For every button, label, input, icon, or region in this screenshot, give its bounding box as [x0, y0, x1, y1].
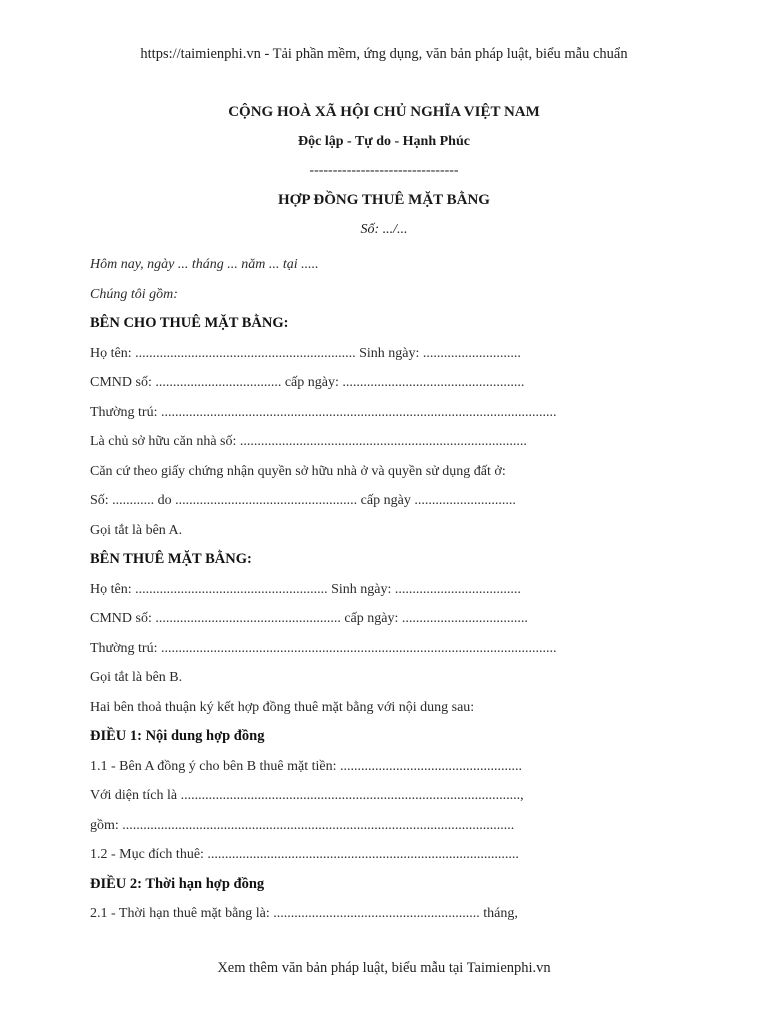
- lessor-heading: BÊN CHO THUÊ MẶT BẰNG:: [90, 315, 289, 331]
- contract-title: HỢP ĐỒNG THUÊ MẶT BẰNG: [278, 192, 490, 208]
- party-a-alias: Gọi tắt là bên A.: [90, 522, 183, 538]
- agreement-intro: Hai bên thoả thuận ký kết hợp đồng thuê mặt bằng với nội dung sau:: [90, 699, 475, 715]
- national-title: CỘNG HOÀ XÃ HỘI CHỦ NGHĨA VIỆT NAM: [228, 104, 540, 120]
- lessee-residence-line: Thường trú: .................................................................................................................: [90, 640, 557, 656]
- site-footer-link[interactable]: Xem thêm văn bản pháp luật, biểu mẫu tại Taimienphi.vn: [217, 960, 551, 976]
- lessee-name-line: Họ tên: ....................................................... Sinh ngày: ....................................: [90, 581, 521, 597]
- title-separator: --------------------------------: [309, 163, 459, 178]
- lessor-owner-line: Là chủ sở hữu căn nhà số: ..................................................................................: [90, 434, 527, 449]
- article-2-heading: ĐIỀU 2: Thời hạn hợp đồng: [90, 875, 265, 892]
- lessor-name-line: Họ tên: ............................................................... Sinh ngày: ............................: [90, 345, 521, 361]
- lessee-heading: BÊN THUÊ MẶT BẰNG:: [90, 551, 252, 567]
- contract-body: [90, 250, 560, 929]
- site-header-link[interactable]: https://taimienphi.vn - Tải phần mềm, ứng dụng, văn bản pháp luật, biểu mẫu chuẩn: [140, 46, 628, 62]
- lessor-id-line: CMND số: .................................... cấp ngày: ....................................................: [90, 375, 525, 390]
- date-place-line: Hôm nay, ngày ... tháng ... năm ... tại .....: [90, 257, 319, 272]
- party-b-alias: Gọi tắt là bên B.: [90, 670, 183, 685]
- clause-2-1-line: 2.1 - Thời hạn thuê mặt bằng là: ........................................................... tháng,: [90, 906, 518, 921]
- lessor-certificate-number-line: Số: ............ do .................................................... cấp ngày .............................: [90, 493, 516, 508]
- includes-line: gồm: ................................................................................................................: [90, 817, 515, 833]
- article-1-heading: ĐIỀU 1: Nội dung hợp đồng: [90, 728, 265, 744]
- clause-1-2-line: 1.2 - Mục đích thuê: .........................................................................................: [90, 847, 519, 862]
- national-motto: Độc lập - Tự do - Hạnh Phúc: [298, 134, 470, 149]
- clause-1-1-line: 1.1 - Bên A đồng ý cho bên B thuê mặt tiền: ....................................................: [90, 758, 523, 774]
- contract-number: Số: .../...: [360, 222, 408, 237]
- lessor-certificate-line: Căn cứ theo giấy chứng nhận quyền sở hữu nhà ở và quyền sử dụng đất ở:: [90, 463, 506, 479]
- parties-intro: Chúng tôi gồm:: [90, 286, 178, 302]
- lessee-id-line: CMND số: ..................................................... cấp ngày: ....................................: [90, 611, 528, 626]
- area-line: Với diện tích là .................................................................................................,: [90, 788, 524, 803]
- lessor-residence-line: Thường trú: .................................................................................................................: [90, 404, 557, 420]
